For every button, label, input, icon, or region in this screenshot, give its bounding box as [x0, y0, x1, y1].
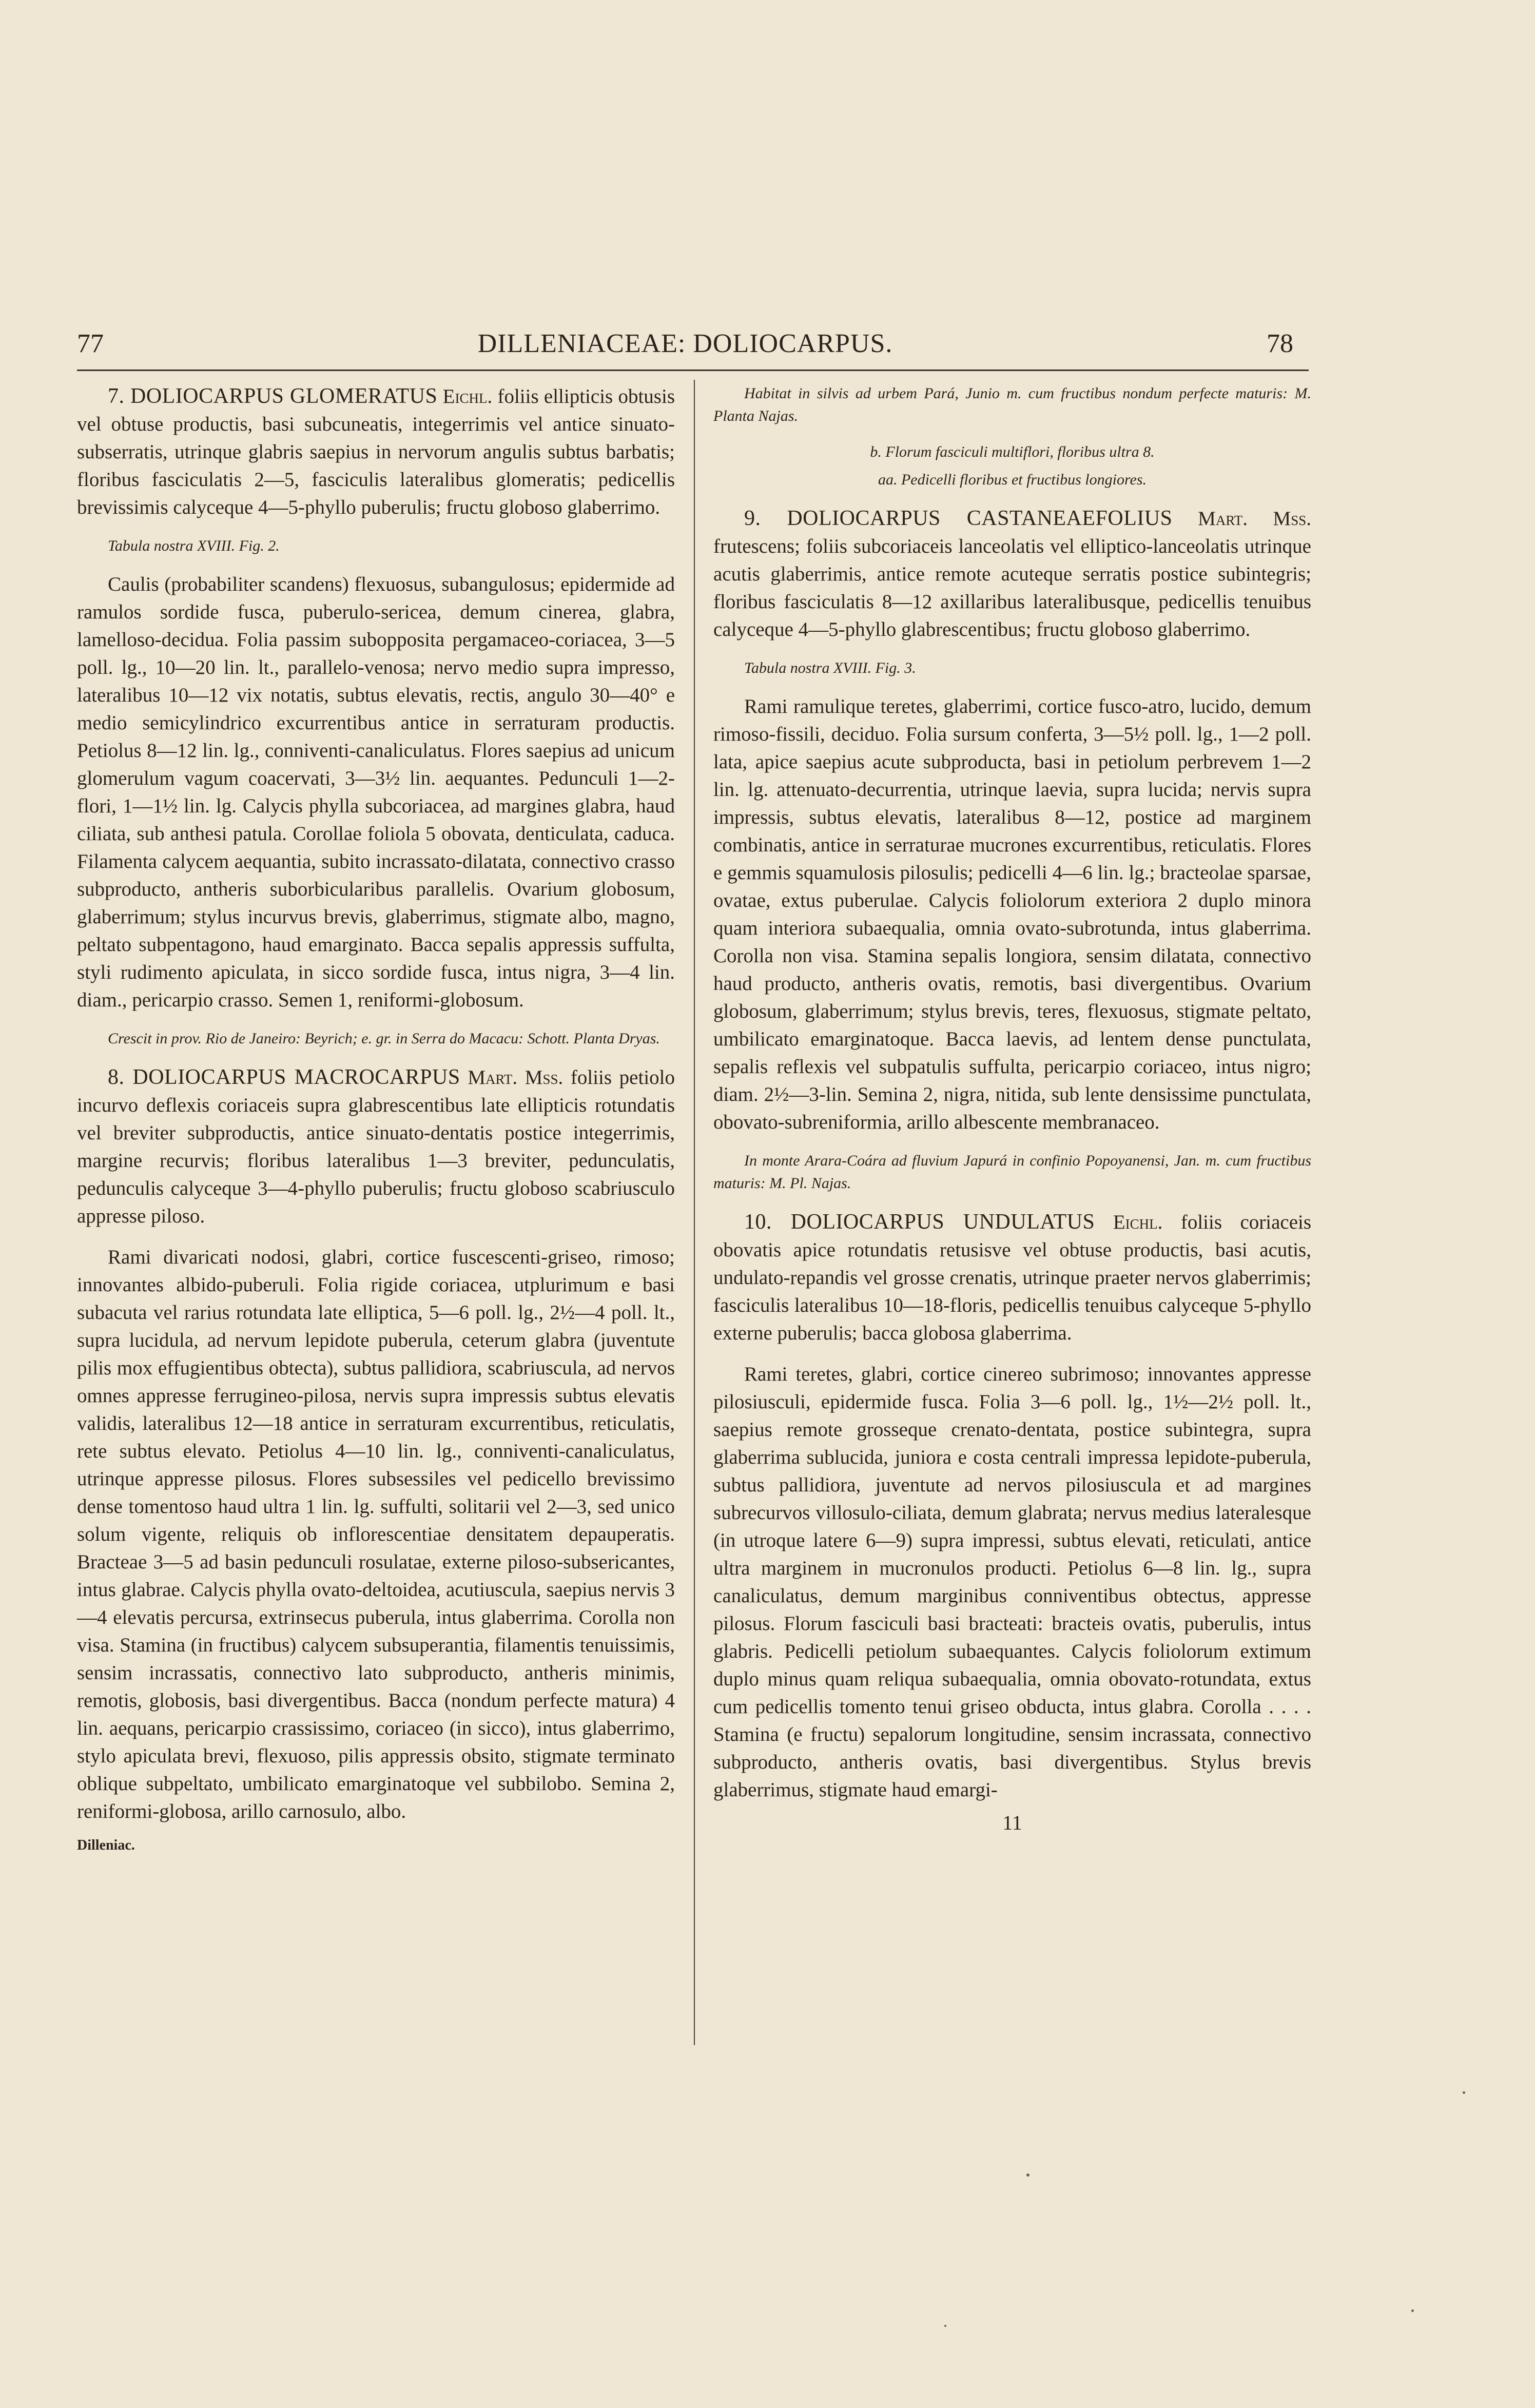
page-header [77, 328, 1293, 375]
sheet-number: 11 [1002, 1811, 1022, 1834]
species-8-author: Mart. Mss. [468, 1066, 564, 1089]
species-7-diagnosis-text: foliis ellipticis obtusis vel obtuse productis, basi subcuneatis, integerrimis vel antice sinuato-subserratis, utrinque glabris saepius in nervorum angulis subtus barbatis; floribus fasciculatis 2—5, fasciculis lateralibus glomeratis; pedicellis brevissimis calyceque 4—5-phyllo puberulis; fructu globoso glaberrimo. [77, 385, 675, 518]
species-7-diagnosis [77, 382, 675, 521]
subdivision-aa: aa. Pedicelli floribus et fructibus longiores. [878, 471, 1147, 488]
species-7-habitat: Crescit in prov. Rio de Janeiro: Beyrich; e. gr. in Serra do Macacu: Schott. Planta Dryas. [108, 1030, 660, 1047]
species-9-author: Mart. Mss. [1198, 508, 1311, 530]
species-10-title: 10. DOLIOCARPUS UNDULATUS [744, 1210, 1095, 1234]
species-9-habitat: In monte Arara-Coára ad fluvium Japurá in confinio Popoyanensi, Jan. m. cum fructibus maturis: M. Pl. Najas. [713, 1152, 1311, 1192]
running-title: DILLENIACEAE: DOLIOCARPUS. [477, 329, 893, 358]
species-10-diagnosis [713, 1208, 1311, 1347]
right-column [713, 382, 1311, 1837]
species-10-description: Rami teretes, glabri, cortice cinereo subrimoso; innovantes appresse pilosiusculi, epidermide fusca. Folia 3—6 poll. lg., 1½—2½ poll. lt., saepius remote grosseque crenato-dentata, postice subintegra, supra glaberrima sublucida, juniora e costa centrali impressa lepidote-puberula, subtus pallidiora, juventute ad nervos pilosiuscula et ad margines subrecurvos villosulo-ciliata, demum glabrata; nervus medius lateralesque (in utroque latere 6—9) supra impressi, subtus elevati, reticulati, antice ultra marginem in mucronulos producti. Petiolus 6—8 lin. lg., supra canaliculatus, demum marginibus conniventibus obtectus, appresse pilosus. Florum fasciculi basi bracteati: bracteis ovatis, puberulis, intus glabris. Pedicelli petiolum subaequantes. Calycis foliolorum extimum duplo minus quam reliqua subaequalia, omnia obovato-rotundata, extus cum pedicellis tomento tenui griseo obducta, intus glabra. Corolla . . . . Stamina (e fructu) sepalorum longitudine, sensim incrassata, connectivo subproducto, antheris ovatis, basi divergentibus. Stylus brevis glaberrimus, stigmate haud emargi- [713, 1363, 1311, 1801]
species-10-diagnosis-text: foliis coriaceis obovatis apice rotundatis retusisve vel obtuse productis, basi acutis, undulato-repandis vel grosse crenatis, utrinque praeter nervos glaberrimis; fasciculis lateralibus 10—18-floris, pedicellis tenuibus calyceque 5-phyllo externe puberulis; bacca globosa glaberrima. [713, 1211, 1312, 1344]
species-8-title: 8. DOLIOCARPUS MACROCARPUS [108, 1065, 460, 1089]
species-10-author: Eichl. [1113, 1211, 1163, 1233]
species-9-plate-reference: Tabula nostra XVIII. Fig. 3. [744, 659, 916, 676]
species-7-author: Eichl. [442, 385, 493, 407]
species-7-title: 7. DOLIOCARPUS GLOMERATUS [108, 384, 438, 408]
left-column [77, 382, 675, 1859]
scan-speck [944, 2325, 946, 2327]
subdivision-b: b. Florum fasciculi multiflori, floribus ultra 8. [870, 443, 1155, 460]
signature-mark: Dilleniac. [77, 1837, 135, 1853]
species-9-title: 9. DOLIOCARPUS CASTANEAEFOLIUS [744, 507, 1173, 530]
species-9-diagnosis-text: frutescens; foliis subcoriaceis lanceolatis vel elliptico-lanceolatis utrinque acutis glaberrimis, antice remote acuteque serratis postice subintegris; floribus fasciculatis 8—12 axillaribus lateralibusque, pedicellis tenuibus calyceque 4—5-phyllo glabrescentibus; fructu globoso glaberrimo. [713, 535, 1311, 640]
species-8-habitat: Habitat in silvis ad urbem Pará, Junio m. cum fructibus nondum perfecte maturis: M. Planta Najas. [713, 385, 1311, 424]
page-number-left: 77 [77, 329, 104, 358]
scan-speck [1411, 2309, 1414, 2312]
species-8-diagnosis-text: foliis petiolo incurvo deflexis coriaceis supra glabrescentibus late ellipticis rotundatis vel breviter subproductis, antice sinuato-dentatis postice integerrimis, margine recurvis; floribus lateralibus 1—3 breviter, pedunculatis, pedunculis calyceque 3—4-phyllo puberulis; fructu globoso scabriusculo appresse piloso. [77, 1066, 675, 1227]
page-number-right: 78 [1267, 329, 1293, 358]
scan-speck [1026, 2173, 1029, 2177]
column-divider [694, 380, 695, 2045]
scan-speck [1463, 2091, 1465, 2094]
header-rule [77, 370, 1309, 371]
species-9-diagnosis [713, 504, 1311, 644]
species-7-plate-reference: Tabula nostra XVIII. Fig. 2. [108, 537, 280, 554]
species-9-description: Rami ramulique teretes, glaberrimi, cortice fusco-atro, lucido, demum rimoso-fissili, deciduo. Folia sursum conferta, 3—5½ poll. lg., 1—2 poll. lata, apice saepius acute subproducta, basi in petiolum perbrevem 1—2 lin. lg. attenuato-decurrentia, utrinque laevia, supra lucida; nervis supra impressis, subtus elevatis, lateralibus 8—12, postice ad marginem combinatis, antice in serraturae mucrones excurrentibus, reticulatis. Flores e gemmis squamulosis pilosulis; pedicelli 4—6 lin. lg.; bracteolae sparsae, ovatae, extus puberulae. Calycis foliolorum exteriora 2 duplo minora quam interiora subaequalia, omnia ovato-subrotunda, intus glaberrima. Corolla non visa. Stamina sepalis longiora, sensim dilatata, connectivo haud producto, antheris ovatis, remotis, basi divergentibus. Ovarium globosum, glaberrimum; stylus brevis, teres, flexuosus, stigmate peltato, umbilicato emarginatoque. Bacca laevis, ad lentem dense punctulata, sepalis reflexis vel subpatulis suffulta, pericarpio coriaceo, intus nigro; diam. 2½—3-lin. Semina 2, nigra, nitida, sub lente densissime punctulata, obovato-subreniformia, arillo albescente membranaceo. [713, 695, 1311, 1133]
species-7-description: Caulis (probabiliter scandens) flexuosus, subangulosus; epidermide ad ramulos sordide fusca, puberulo-sericea, demum cinerea, glabra, lamelloso-decidua. Folia passim subopposita pergamaceo-coriacea, 3—5 poll. lg., 10—20 lin. lt., parallelo-venosa; nervo medio supra impresso, lateralibus 10—12 vix notatis, subtus elevatis, rectis, angulo 30—40° e medio semicylindrico excurrentibus antice in serraturam productis. Petiolus 8—12 lin. lg., conniventi-canaliculatus. Flores saepius ad unicum glomerulum vagum coacervati, 3—3½ lin. aequantes. Pedunculi 1—2-flori, 1—1½ lin. lg. Calycis phylla subcoriacea, ad margines glabra, haud ciliata, sub anthesi patula. Corollae foliola 5 obovata, denticulata, caduca. Filamenta calycem aequantia, subito incrassato-dilatata, connectivo crasso subproducto, antheris suborbicularibus parallelis. Ovarium globosum, glaberrimum; stylus incurvus brevis, glaberrimus, stigmate albo, magno, peltato subpentagono, haud emarginato. Bacca sepalis appressis suffulta, styli rudimento apiculata, in sicco sordide fusca, intus nigra, 3—4 lin. diam., pericarpio crasso. Semen 1, reniformi-globosum. [77, 573, 675, 1011]
species-8-description: Rami divaricati nodosi, glabri, cortice fuscescenti-griseo, rimoso; innovantes albido-puberuli. Folia rigide coriacea, utplurimum e basi subacuta vel rarius rotundata late elliptica, 5—6 poll. lg., 2½—4 poll. lt., supra lucidula, ad nervum lepidote puberula, ceterum glabra (juventute pilis mox effugientibus obtecta), subtus pallidiora, scabriuscula, ad nervos omnes appresse ferrugineo-pilosa, nervis supra impressis subtus elevatis validis, lateralibus 12—18 antice in serraturam excurrentibus, reticulatis, rete subtus elevato. Petiolus 4—10 lin. lg., conniventi-canaliculatus, utrinque appresse pilosus. Flores subsessiles vel pedicello brevissimo dense tomentoso haud ultra 1 lin. lg. suffulti, solitarii vel 2—3, sed unico solum vigente, reliquis ob inflorescentiae densitatem depauperatis. Bracteae 3—5 ad basin pedunculi rosulatae, externe piloso-subsericantes, intus glabrae. Calycis phylla ovato-deltoidea, acutiuscula, saepius nervis 3—4 elevatis percursa, extrinsecus puberula, intus glaberrima. Corolla non visa. Stamina (in fructibus) calycem subsuperantia, filamentis tenuissimis, sensim incrassatis, connectivo lato subproducto, antheris minimis, remotis, globosis, basi divergentibus. Bacca (nondum perfecte matura) 4 lin. aequans, pericarpio crassissimo, coriaceo (in sicco), intus glaberrimo, stylo apiculata brevi, flexuoso, pilis appressis obsito, stigmate terminato oblique subpeltato, umbilicato emarginatoque vel subbilobo. Semina 2, reniformi-globosa, arillo carnosulo, albo. [77, 1246, 675, 1822]
species-8-diagnosis [77, 1063, 675, 1230]
